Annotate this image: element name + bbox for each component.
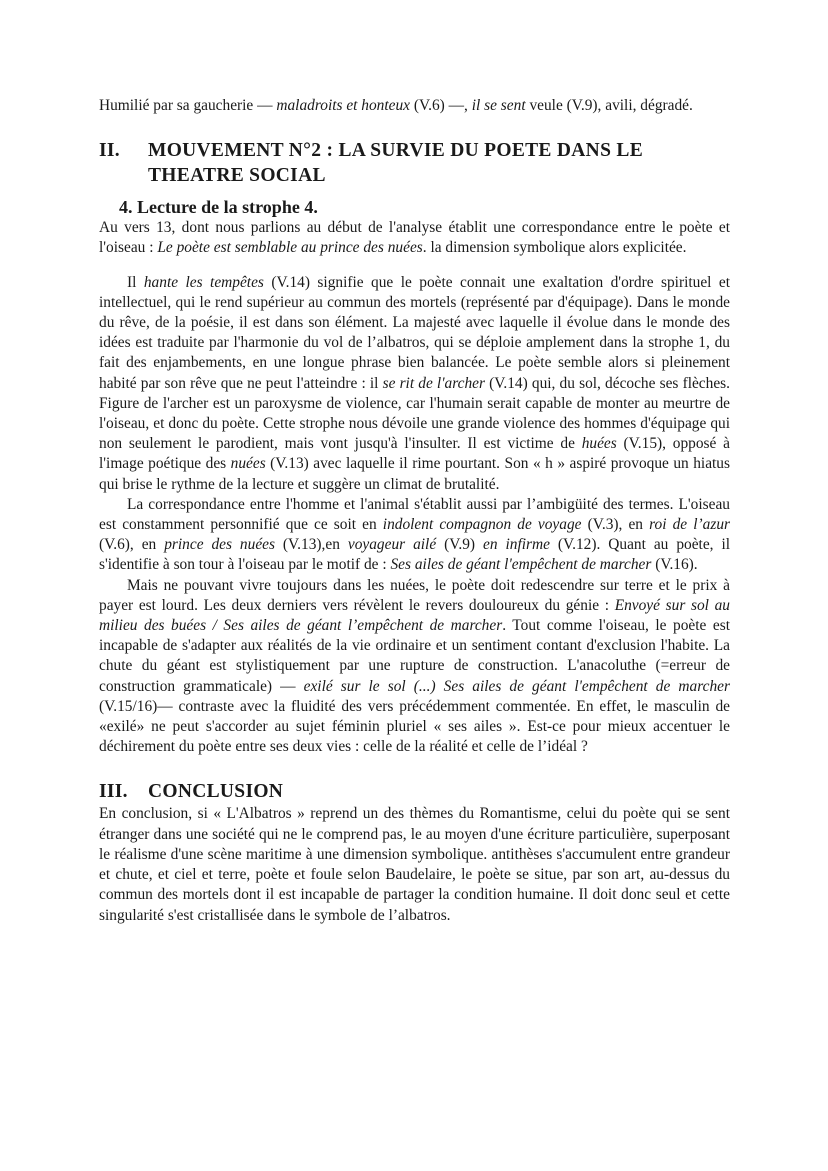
quote-run: roi de l’azur [649, 516, 731, 534]
paragraph-chute [99, 576, 730, 758]
quote-run: indolent compagnon de voyage [382, 516, 582, 534]
document-page [99, 96, 730, 926]
text-run: . Tout comme l'oiseau, le poète est incapable de s'adapter aux réalités de la vie ordinaire et un sentiment contant d'exclusion l'habite. La chute du géant est stylistiquement par une rupture de construction. L'anacoluthe (=erreur de construction grammaticale) — [99, 617, 730, 695]
text-run: (V.13),en [274, 536, 348, 554]
section-heading-3 [99, 779, 730, 804]
quote-run: voyageur ailé [347, 536, 437, 554]
quote-run: nuées [230, 455, 266, 473]
quote-run: exilé sur le sol (...) Ses ailes de géant l'empêchent de marcher [303, 677, 730, 695]
text-run: (V.15), opposé à l'image poétique des [99, 435, 730, 473]
text-run: Au vers 13, dont nous parlions au début de l'analyse établit une correspondance entre le poète et l'oiseau : [99, 219, 730, 257]
section-title: MOUVEMENT N°2 : LA SURVIE DU POETE DANS LE THEATRE SOCIAL [148, 140, 643, 187]
paragraph-ambiguite [99, 495, 730, 576]
quote-run: Ses ailes de géant l'empêchent de marcher [390, 556, 652, 574]
text-run: Il [127, 273, 144, 291]
text-run: Humilié par sa gaucherie — [99, 97, 277, 114]
section-heading-2 [99, 138, 730, 188]
quote-run: huées [581, 435, 617, 453]
paragraph-tempetes [99, 273, 730, 495]
text-run: La correspondance entre l'homme et l'animal s'établit aussi par l’ambigüité des termes. L'oiseau est constamment personnifié que ce soit en [99, 495, 730, 534]
section-number: II. [99, 140, 120, 162]
text-run: (V.14) signifie que le poète connait une exaltation d'ordre spirituel et intellectuel, qui le rend supérieur au commun des mortels (représenté par d'équipage). Dans le monde du rêve, de la poésie, il est dans son élément. La majesté avec laquelle il évolue dans le monde des idées est traduite par l'harmonie du vol de l’albatros, qui se déploie amplement dans la strophe 1, du fait des enjambements, en une longue phrase bien balancée. Le poète semble alors si pleinement habité par son rêve que ne peut l'atteindre : il [99, 273, 730, 392]
text-run: (V.13) avec laquelle il rime pourtant. Son « h » aspiré provoque un hiatus qui brise le rythme de la lecture et suggère un climat de brutalité. [99, 455, 730, 493]
quote-run: se rit de l'archer [382, 374, 485, 392]
text-run: (V.16). [651, 556, 698, 574]
subsection-heading-4: 4. Lecture de la strophe 4. [119, 197, 318, 218]
text-run: (V.14) qui, du sol, décoche ses flèches. Figure de l'archer est un paroxysme de violence, car l'humain serait capable de monter au meurtre de l'oiseau, et donc du poète. Cette strophe nous dévoile une grande violence des hommes d'équipage qui non seulement le parodient, mais vont jusqu'à l'insulter. Il est victime de [99, 374, 730, 453]
quote-run: prince des nuées [164, 536, 275, 554]
text-run: (V.3), en [581, 516, 650, 534]
paragraph-conclusion: En conclusion, si « L'Albatros » reprend un des thèmes du Romantisme, celui du poète qui se sent étranger dans une société qui ne le comprend pas, le au moyen d'une écriture particulière, superposant le réalisme d'une scène maritime à une dimension symbolique. antithèses s'accumulent entre grandeur et chute, et ciel et terre, poète et foule selon Baudelaire, le poète se situe, par son art, au-dessus du commun des mortels dont il est incapable de partager la condition humaine. Il doit donc seul et cette singularité s'est cristallisée dans le symbole de l’albatros. [99, 805, 730, 924]
text-run: . la dimension symbolique alors explicitée. [422, 239, 687, 257]
text-run: (V.12). Quant au poète, il s'identifie à son tour à l'oiseau par le motif de : [99, 536, 730, 574]
quote-run: maladroits et honteux [276, 97, 411, 114]
section-title: CONCLUSION [148, 781, 284, 803]
text-run: (V.6), en [99, 536, 165, 554]
text-run: Mais ne pouvant vivre toujours dans les nuées, le poète doit redescendre sur terre et le prix à payer est lourd. Les deux derniers vers révèlent le revers douloureux du génie : [99, 576, 730, 614]
quote-run: Envoyé sur sol au milieu des buées / Ses ailes de géant l’empêchent de marcher [99, 596, 731, 635]
quote-run: il se sent [471, 97, 526, 114]
text-run: (V.15/16)— contraste avec la fluidité des vers précédemment commentée. En effet, le masculin de «exilé» ne peut s'accorder au sujet féminin pluriel « ses ailes ». Est-ce pour mieux accentuer le déchirement du poète entre ses deux vies : celle de la réalité et celle de l’idéal ? [99, 697, 730, 756]
quote-run: Le poète est semblable au prince des nuées [157, 239, 423, 257]
quote-run: en infirme [483, 536, 550, 554]
intro-paragraph [99, 96, 730, 116]
text-run: (V.9) [436, 536, 483, 554]
text-run: veule (V.9), avili, dégradé. [525, 97, 693, 114]
section-number: III. [99, 781, 128, 803]
quote-run: hante les tempêtes [143, 273, 264, 291]
text-run: (V.6) —, [410, 97, 472, 114]
paragraph-correspondance [99, 218, 730, 258]
